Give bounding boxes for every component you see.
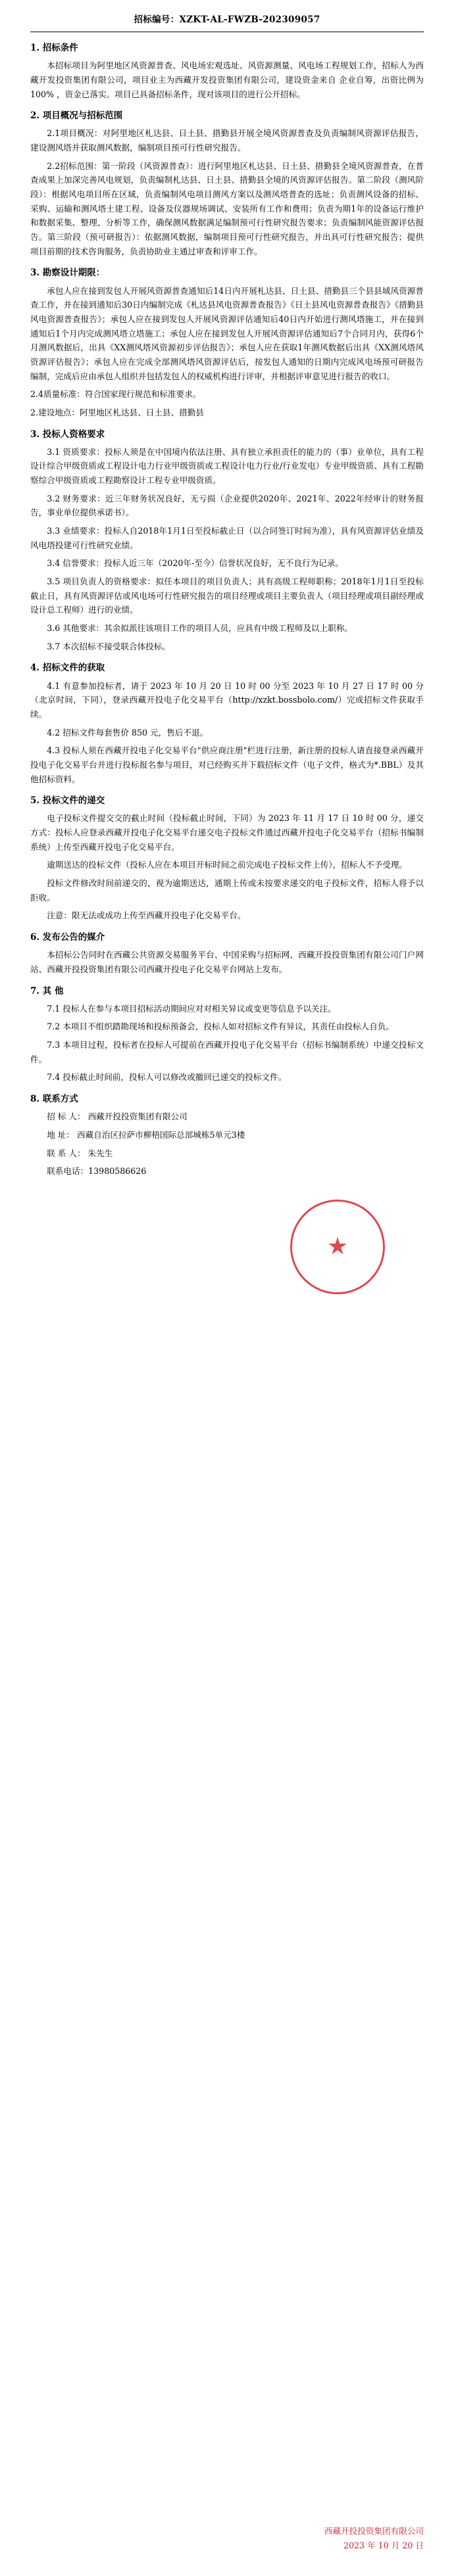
section-4-paragraph-4: 3.4 信誉要求：投标人近三年（2020年-至今）信誉状况良好，无不良行为记录。 (47, 558, 343, 569)
section-2-paragraph-1: 2.1项目概况：对阿里地区札达县、日土县、措勤县开展全境风资源普查及负责编制风资源评估报告，建设测风塔并获取测风数据，编制项目预可行性研究报告。 (30, 128, 424, 153)
contact-person: 联 系 人： 朱先生 (47, 1148, 113, 1158)
section-heading-3: 3. 勘察设计期限： (30, 268, 105, 279)
section-8-paragraph-4: 7.4 投标截止时间前，投标人可以修改或撤回已递交的投标文件。 (47, 1072, 287, 1083)
contact-phone: 联系电话：13980586626 (47, 1166, 147, 1177)
section-6-paragraph-3: 投标文件修改时间前递交的，视为逾期送达，通期上传或未按要求递交的电子投标文件，招标人将予以拒收。 (30, 878, 424, 902)
section-1-paragraph-1: 本招标项目为阿里地区风资源普查、风电场宏观选址、风资源测量、风电场工程规划工作，招标人为西藏开发投资集团有限公司，项目业主为西藏开发投资集团有限公司，建设资金来自 企业自筹，出资比例为100% ，资金已落实。项目已具备招标条件，现对该项目的进行公开招标。 (30, 60, 424, 99)
section-6-paragraph-1: 电子投标文件提交交的截止时间（投标截止时间，下同）为 2023 年 11 月 17 日 10 时 00 分，递交方式：投标人应登录西藏开投电子化交易平台递交电子投标文件通过西藏开投电子化交易平台（招标书编制系统）上传至西藏开投电子化交易平台。 (30, 813, 424, 852)
section-5-paragraph-1: 4.1 有意参加投标者，请于 2023 年 10 月 20 日 10 时 00 分至 2023 年 10 月 27 日 17 时 00 分（北京时间，下同），登录西藏开投电子化交易平台（http://xzkt.bossbolo.com/）完成招标文件获取手续。 (30, 680, 424, 719)
signature-line (324, 2524, 424, 2552)
official-seal-icon (290, 1200, 385, 1294)
section-2-paragraph-2: 2.2招标范围：第一阶段（风资源普查）：进行阿里地区札达县、日土县、措勤县全境风资源普查，在普查成果上加深完善风电规划，负责编制札达县、日土县、措勤县全境的风资源评估报告。第二阶段（测风阶段）：根据风电项目所在区域，负责编制风电项目测风方案以及测风塔普查的选址；负责测风设备的招标、采购、运输和测风塔土建工程、设备及仪器规场调试、安装所有工作和费用；负责为期1年的设备运行维护和数据采集、整理、分析等工作，确保测风数据满足编制预可行性研究报告要求；负责编制风能资源评估报告。第三阶段（预可研报告）：依据测风数据，编制项目预可行性研究报告，并出具可行性研究报告；提供项目前期的技术咨询服务，负责协助业主通过审查和评审工作。 (30, 160, 424, 256)
section-3-paragraph-3: 2.建设地点：阿里地区札达县、日土县、措勤县 (30, 407, 204, 417)
section-5-paragraph-2: 4.2 招标文件每套售价 850 元，售后不退。 (47, 727, 209, 738)
signature-date: 2023 年 10 月 20 日 (343, 2540, 424, 2550)
section-heading-5: 4. 招标文件的获取 (30, 663, 105, 674)
section-5-paragraph-3: 4.3 投标人须在西藏开投电子化交易平台"供应商注册"栏进行注册，新注册的投标人请直接登录西藏开投电子化交易平台并进行投标报名参与项目，对已经购买并下载招标文件（电子文件，格式为*.BBL）及其他招标资料。 (30, 745, 424, 784)
contact-bidder: 招 标 人： 西藏开投投资集团有限公司 (47, 1112, 188, 1122)
signature-company: 西藏开投投资集团有限公司 (324, 2526, 424, 2537)
section-heading-8: 7. 其 他 (30, 985, 64, 996)
section-6-paragraph-4: 注意：限无法或成功上传至西藏开投电子化交易平台。 (47, 910, 246, 921)
bid-number: 招标编号：XZKT-AL-FWZB-202309057 (134, 14, 320, 25)
section-heading-7: 6. 发布公告的媒介 (30, 932, 105, 943)
section-4-paragraph-5: 3.5 项目负责人的资格要求：拟任本项目的项目负责人；具有高级工程师职称；2018年1月1日至投标截止日，具有风资源评估或风电场可行性研究报告的项目经理或项目主要负责人（项目经理或项目副经理或设计总工程师）进行的业绩。 (30, 576, 424, 615)
section-3-paragraph-1: 承包人应在接到发包人开展风资源普查通知后14日内开展札达县、日土县、措勤县三个县县域风资源普查工作，并在接到通知后30日内编制完成《札达县风电资源普查报告》《日土县风电资源普查报告》《措勤县风电资源普查报告》；承包人应在接到发包人开展风资源评估通知后40日内开始进行测风塔施工，并在接到通知后1个月内完成测风塔立塔施工；承包人应在接到发包人开展风资源评估通知后7个合同月内，获得6个月测风数据后，出具《XX测风塔风资源初步评估报告》；承包人应在获取1年测风数据后出具《XX测风塔风资源评估报告》；承包人应在完成全部测风塔风资源评估后，按发包人通知的日期内完成风电场预可研报告编制，完成后应由承包人组织并包括发包人的权威机构进行评审，并根据评审意见进行报告的收口。 (30, 285, 424, 381)
section-heading-6: 5. 投标文件的递交 (30, 795, 105, 807)
section-4-paragraph-1: 3.1 资质要求：投标人须是在中国境内依法注册、具有独立承担责任的能力的（事）业单位，具有工程设计综合甲级资质或工程设计电力行业甲级资质或工程设计电力行业/行业发电）专业甲级资质、具有工程勘察综合甲级资质或工程勘察设计工程专业甲级资质。 (30, 446, 424, 486)
section-heading-4: 3. 投标人资格要求 (30, 429, 105, 440)
signature-block (30, 1196, 424, 1294)
section-3-paragraph-2: 2.4质量标准：符合国家现行规范和标准要求。 (30, 389, 201, 400)
section-8-paragraph-2: 7.2 本项目不组织踏勘现场和投标预备会，投标人如对招标文件有异议，其责任由投标人自负。 (47, 1021, 394, 1032)
section-heading-2: 2. 项目概况与招标范围 (30, 110, 123, 122)
section-heading-9: 8. 联系方式 (30, 1094, 78, 1105)
section-7-paragraph-1: 本招标公告同时在西藏公共资源交易服务平台、中国采购与招标网、西藏开投投资集团有限公司门户网站、西藏开投投资集团有限公司西藏开投电子化交易平台网站上发布。 (30, 950, 424, 974)
section-8-paragraph-3: 7.3 本项目过程，投标者在投标人可提前在西藏开投电子化交易平台（招标书编制系统）中递交投标文件。 (30, 1040, 424, 1064)
section-4-paragraph-3: 3.3 业绩要求：投标人自2018年1月1日至投标截止日（以合同签订时间为准），具有风资源评估业绩及风电塔投建可行性研究业绩。 (30, 526, 424, 550)
section-4-paragraph-6: 3.6 其他要求：其余拟派往该项目工作的项目人员，应具有中级工程师及以上职称。 (47, 623, 353, 633)
section-heading-1: 1. 招标条件 (30, 43, 78, 53)
section-6-paragraph-2: 逾期送达的投标文件（投标人应在本项目开标时间之前完成电子投标文件上传），招标人不予受理。 (47, 860, 408, 870)
contact-address: 地 址： 西藏自治区拉萨市柳梧国际总部城栋5单元3楼 (47, 1130, 245, 1140)
section-4-paragraph-2: 3.2 财务要求：近三年财务状况良好，无亏损（企业提供2020年、2021年、2022年经审计的财务报告，事业单位提供承诺书）。 (30, 493, 424, 518)
section-8-paragraph-1: 7.1 投标人在参与本项目招标活动期间应对对相关异议或变更等信息予以关注。 (47, 1003, 336, 1014)
seal-star-icon: ★ (326, 1232, 349, 1260)
section-4-paragraph-7: 3.7 本次招标不接受联合体投标。 (47, 641, 170, 651)
